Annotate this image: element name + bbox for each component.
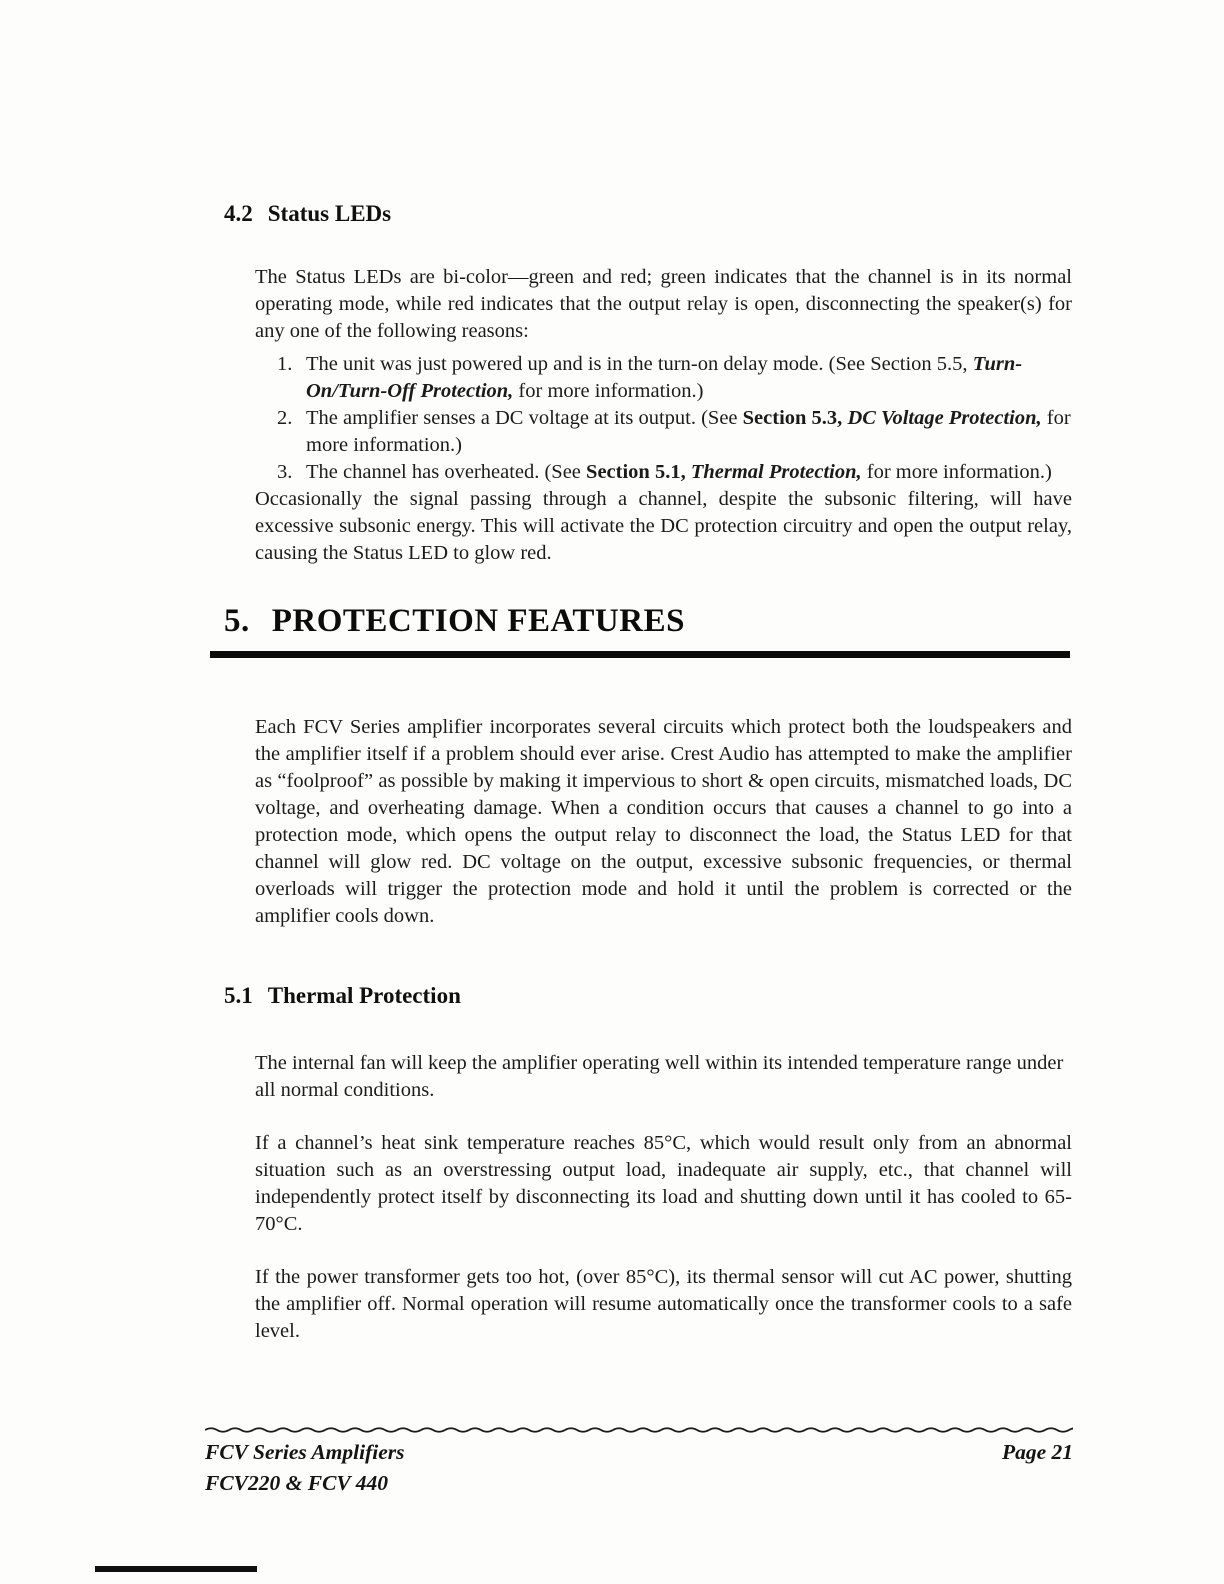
status-led-reasons-list xyxy=(277,351,1072,486)
section-title: PROTECTION FEATURES xyxy=(271,603,685,639)
section-4-2-heading xyxy=(224,200,1072,228)
plain-text: for more information.) xyxy=(861,461,1052,483)
status-leds-outro-paragraph: Occasionally the signal passing through a channel, despite the subsonic filtering, will have excessive subsonic energy. This will activate the DC protection circuitry and open the output relay, causing the Status LED to glow red. xyxy=(255,488,1072,564)
footer-model-numbers: FCV220 & FCV 440 xyxy=(205,1471,389,1495)
list-item-text xyxy=(306,459,1072,486)
footer-rule-squiggle xyxy=(205,1425,1073,1435)
section-5-protection-features xyxy=(224,601,1072,930)
protection-features-paragraph: Each FCV Series amplifier incorporates several circuits which protect both the loudspeakers and the amplifier itself if a problem should ever arise. Crest Audio has attempted to make the amplifier as “foolproof” as possible by making it impervious to short & open circuits, mismatched loads, DC voltage, and overheating damage. When a condition occurs that causes a channel to go into a protection mode, which opens the output relay to disconnect the load, the Status LED for that channel will glow red. DC voltage on the output, excessive subsonic frequencies, or thermal overloads will trigger the protection mode and hold it until the problem is corrected or the amplifier cools down. xyxy=(255,716,1072,927)
page-content xyxy=(224,200,1072,1345)
page-footer xyxy=(205,1425,1073,1499)
heading-rule xyxy=(210,651,1070,658)
plain-text: for more information.) xyxy=(513,380,704,402)
list-item xyxy=(277,405,1072,459)
list-item-text xyxy=(306,405,1072,459)
section-5-1-heading xyxy=(224,982,1072,1010)
plain-text: The amplifier senses a DC voltage at its output. (See xyxy=(306,407,743,429)
thermal-paragraph-3: If the power transformer gets too hot, (over 85°C), its thermal sensor will cut AC power, shutting the amplifier off. Normal operation will resume automatically once the transformer cools to a safe level. xyxy=(255,1266,1072,1342)
emphasis-text: DC Voltage Protection, xyxy=(847,407,1042,429)
list-item xyxy=(277,351,1072,405)
section-number: 5. xyxy=(224,603,250,639)
plain-text: The unit was just powered up and is in the turn-on delay mode. (See Section 5.5, xyxy=(306,353,973,375)
plain-text: for more information.) xyxy=(306,407,1071,456)
section-number: 5.1 xyxy=(224,983,253,1008)
bold-text: Section 5.1, xyxy=(586,461,691,483)
page-number: Page 21 xyxy=(1001,1440,1073,1464)
section-number: 4.2 xyxy=(224,201,253,226)
section-title: Thermal Protection xyxy=(267,983,461,1008)
section-5-heading xyxy=(224,601,1072,641)
section-5-1-thermal-protection xyxy=(224,982,1072,1345)
footer-left-block xyxy=(205,1437,405,1499)
footer-series-title: FCV Series Amplifiers xyxy=(205,1440,405,1464)
bold-text: Section 5.3, xyxy=(742,407,848,429)
plain-text: The channel has overheated. (See xyxy=(306,461,587,483)
list-item-text xyxy=(306,351,1072,405)
scan-artifact-bar xyxy=(95,1566,257,1572)
section-title: Status LEDs xyxy=(267,201,392,226)
list-item-number: 3. xyxy=(277,461,293,483)
list-item-number: 2. xyxy=(277,407,293,429)
section-4-2-status-leds xyxy=(224,200,1072,567)
footer-row xyxy=(205,1437,1073,1499)
thermal-paragraph-2: If a channel’s heat sink temperature reaches 85°C, which would result only from an abnormal situation such as an overstressing output load, inadequate air supply, etc., that channel will independently protect itself by disconnecting its load and shutting down until it has cooled to 65-70°C. xyxy=(255,1132,1072,1235)
squiggle-line xyxy=(205,1428,1073,1432)
list-item-number: 1. xyxy=(277,353,293,375)
emphasis-text: Turn-On/Turn-Off Protection, xyxy=(306,353,1023,402)
emphasis-text: Thermal Protection, xyxy=(690,461,862,483)
status-leds-intro-paragraph: The Status LEDs are bi-color—green and red; green indicates that the channel is in its normal operating mode, while red indicates that the output relay is open, disconnecting the speaker(s) for any one of the following reasons: xyxy=(255,266,1072,342)
thermal-paragraph-1: The internal fan will keep the amplifier operating well within its intended temperature range under all normal conditions. xyxy=(255,1052,1064,1101)
list-item xyxy=(277,459,1072,486)
